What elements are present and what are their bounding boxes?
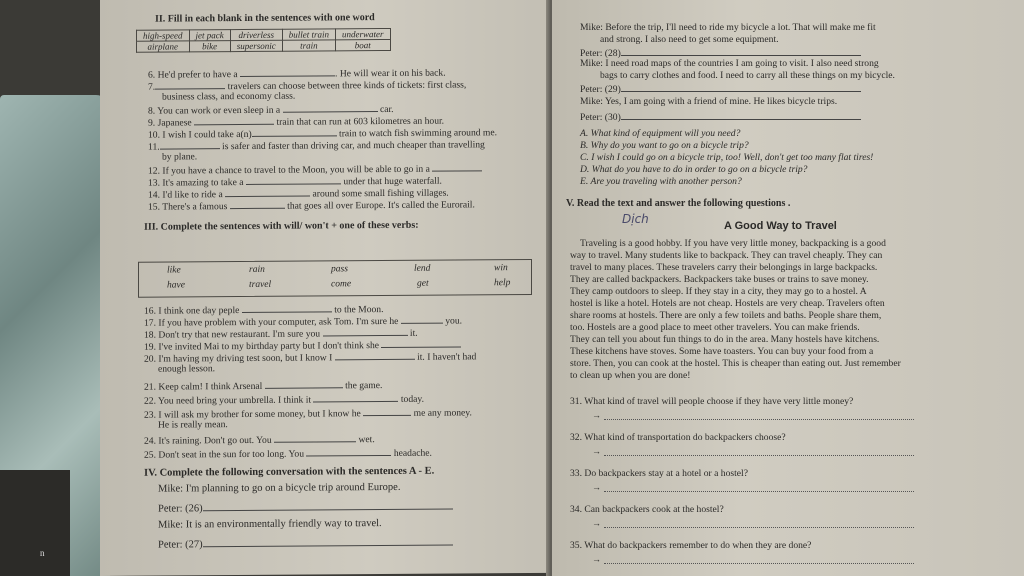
item-17: 17. If you have problem with your computer, ask Tom. I'm sure he you. xyxy=(144,315,463,329)
dialog-line: Peter: (29) xyxy=(580,82,861,96)
item-25: 25. Don't seat in the sun for too long. You headache. xyxy=(144,447,432,461)
verb-word: get xyxy=(417,278,429,289)
item-23: 23. I will ask my brother for some money, but I know he me any money. xyxy=(144,407,472,421)
word-cell: bike xyxy=(189,41,230,52)
word-cell: driverless xyxy=(230,29,282,40)
right-page xyxy=(552,0,1024,576)
word-cell: bullet train xyxy=(282,29,335,40)
item-23-cont: He is really mean. xyxy=(158,419,228,431)
verb-word: lend xyxy=(414,263,431,274)
item-19: 19. I've invited Mai to my birthday party but I don't think she xyxy=(144,337,461,353)
verb-word: travel xyxy=(249,279,272,290)
item-8: 8. You can work or even sleep in a car. xyxy=(148,103,394,117)
dialog-line: bags to carry clothes and food. I need to carry all these things on my bicycle. xyxy=(600,70,895,81)
notebook-label: n xyxy=(40,548,45,558)
passage-line: These kitchens have stoves. Some have toasters. You can buy your food from a xyxy=(570,346,874,357)
item-14: 14. I'd like to ride a around some small fishing villages. xyxy=(148,187,449,201)
word-cell: jet pack xyxy=(189,30,230,41)
dialog-line: Mike: I need road maps of the countries I am going to visit. I also need strong xyxy=(580,58,879,69)
option-c: C. I wish I could go on a bicycle trip, too! Well, don't get too many flat tires! xyxy=(580,152,874,163)
option-a: A. What kind of equipment will you need? xyxy=(580,128,741,139)
dialog-line: Peter: (26) xyxy=(158,500,453,516)
dialog-line: Mike: It is an environmentally friendly way to travel. xyxy=(158,518,382,531)
item-11: 11. is safer and faster than driving car, and much cheaper than travelling xyxy=(148,139,485,153)
passage-line: They are called backpackers. Backpackers take buses or trains to save money. xyxy=(570,274,869,285)
passage-line: They can tell you about fun things to do in the area. Many hostels have kitchens. xyxy=(570,334,880,345)
answer-line xyxy=(604,454,914,456)
item-22: 22. You need bring your umbrella. I think it today. xyxy=(144,393,424,407)
section-5-title: V. Read the text and answer the following questions . xyxy=(566,198,791,209)
word-table-row xyxy=(137,39,391,52)
verb-box xyxy=(138,259,532,298)
question-35: 35. What do backpackers remember to do when they are done? xyxy=(570,540,812,551)
question-33: 33. Do backpackers stay at a hotel or a hostel? xyxy=(570,468,748,479)
passage-line: hostel is like a hotel. Hotels are not cheap. Hostels are very cheap. Travelers often xyxy=(570,298,885,309)
item-24: 24. It's raining. Don't go out. You wet. xyxy=(144,434,375,447)
answer-arrow: → xyxy=(592,410,601,420)
question-31: 31. What kind of travel will people choose if they have very little money? xyxy=(570,396,854,407)
word-table xyxy=(136,28,391,53)
verb-word: pass xyxy=(331,264,348,275)
passage-title: A Good Way to Travel xyxy=(724,220,837,232)
dialog-line: and strong. I also need to get some equipment. xyxy=(600,34,779,45)
item-20: 20. I'm having my driving test soon, but I know I it. I haven't had xyxy=(144,351,477,365)
option-e: E. Are you traveling with another person? xyxy=(580,176,742,187)
passage-line: to clean up when you are done! xyxy=(570,370,691,381)
answer-line xyxy=(604,490,914,492)
question-32: 32. What kind of transportation do backpackers choose? xyxy=(570,432,786,443)
section-4-title: IV. Complete the following conversation with the sentences A - E. xyxy=(144,465,435,479)
word-cell: underwater xyxy=(336,28,391,39)
section-2-title: II. Fill in each blank in the sentences with one word xyxy=(155,12,375,25)
passage-line: travel to many places. These travelers carry their belongings in large backpacks. xyxy=(570,262,878,273)
notebook-spine xyxy=(0,470,70,576)
answer-arrow: → xyxy=(592,518,601,528)
item-16: 16. I think one day peple to the Moon. xyxy=(144,304,384,317)
item-20-cont: enough lesson. xyxy=(158,363,216,375)
item-11-cont: by plane. xyxy=(162,151,198,163)
handwritten-note: Dịch xyxy=(622,212,649,226)
verb-word: win xyxy=(494,263,508,274)
answer-arrow: → xyxy=(592,482,601,492)
option-b: B. Why do you want to go on a bicycle trip? xyxy=(580,140,749,151)
passage-line: share rooms at hostels. There are only a few toilets and baths. People share them, xyxy=(570,310,882,321)
item-7: 7. travelers can choose between three kinds of tickets: first class, xyxy=(148,79,467,93)
dialog-line: Mike: Yes, I am going with a friend of mine. He likes bicycle trips. xyxy=(580,96,838,107)
verb-word: come xyxy=(331,279,352,290)
word-cell: airplane xyxy=(137,41,190,52)
question-34: 34. Can backpackers cook at the hostel? xyxy=(570,504,724,515)
dialog-line: Mike: I'm planning to go on a bicycle trip around Europe. xyxy=(158,481,401,495)
verb-word: help xyxy=(494,278,511,289)
passage-line: store. Then, you can cook at the hostel. This is cheaper than eating out. Just remember xyxy=(570,358,901,369)
verb-word: have xyxy=(167,280,185,291)
item-21: 21. Keep calm! I think Arsenal the game. xyxy=(144,380,383,393)
section-3-title: III. Complete the sentences with will/ won't + one of these verbs: xyxy=(144,219,419,233)
answer-arrow: → xyxy=(592,446,601,456)
item-18: 18. Don't try that new restaurant. I'm sure you it. xyxy=(144,327,418,341)
passage-line: Traveling is a good hobby. If you have very little money, backpacking is a good xyxy=(580,238,886,249)
answer-line xyxy=(604,526,914,528)
answer-arrow: → xyxy=(592,554,601,564)
word-cell: boat xyxy=(336,39,391,50)
dialog-line: Peter: (30) xyxy=(580,110,861,124)
passage-line: They camp outdoors to sleep. If they stay in a city, they may go to a hostel. A xyxy=(570,286,867,297)
item-15: 15. There's a famous that goes all over Europe. It's called the Eurorail. xyxy=(148,199,475,213)
item-13: 13. It's amazing to take a under that huge waterfall. xyxy=(148,175,442,189)
dialog-line: Peter: (28) xyxy=(580,46,861,60)
dialog-line: Mike: Before the trip, I'll need to ride my bicycle a lot. That will make me fit xyxy=(580,22,876,33)
item-6: 6. He'd prefer to have a . He will wear it on his back. xyxy=(148,67,446,81)
verb-word: like xyxy=(167,265,181,276)
passage-line: too. Hostels are a good place to meet other travelers. You can make friends. xyxy=(570,322,860,333)
word-cell: supersonic xyxy=(230,40,282,51)
passage-line: way to travel. Many students like to backpack. They can travel cheaply. They can xyxy=(570,250,883,261)
item-12: 12. If you have a chance to travel to the Moon, you will be able to go in a xyxy=(148,161,482,177)
word-cell: high-speed xyxy=(137,30,190,41)
answer-line xyxy=(604,418,914,420)
answer-line xyxy=(604,562,914,564)
item-9: 9. Japanese train that can run at 603 kilometres an hour. xyxy=(148,115,445,129)
dialog-line: Peter: (27) xyxy=(158,536,453,552)
item-7-cont: business class, and economy class. xyxy=(162,90,296,103)
option-d: D. What do you have to do in order to go on a bicycle trip? xyxy=(580,164,808,175)
item-10: 10. I wish I could take a(n) train to watch fish swimming around me. xyxy=(148,127,498,141)
word-cell: train xyxy=(282,40,335,51)
left-page xyxy=(100,0,550,576)
verb-word: rain xyxy=(249,264,265,275)
